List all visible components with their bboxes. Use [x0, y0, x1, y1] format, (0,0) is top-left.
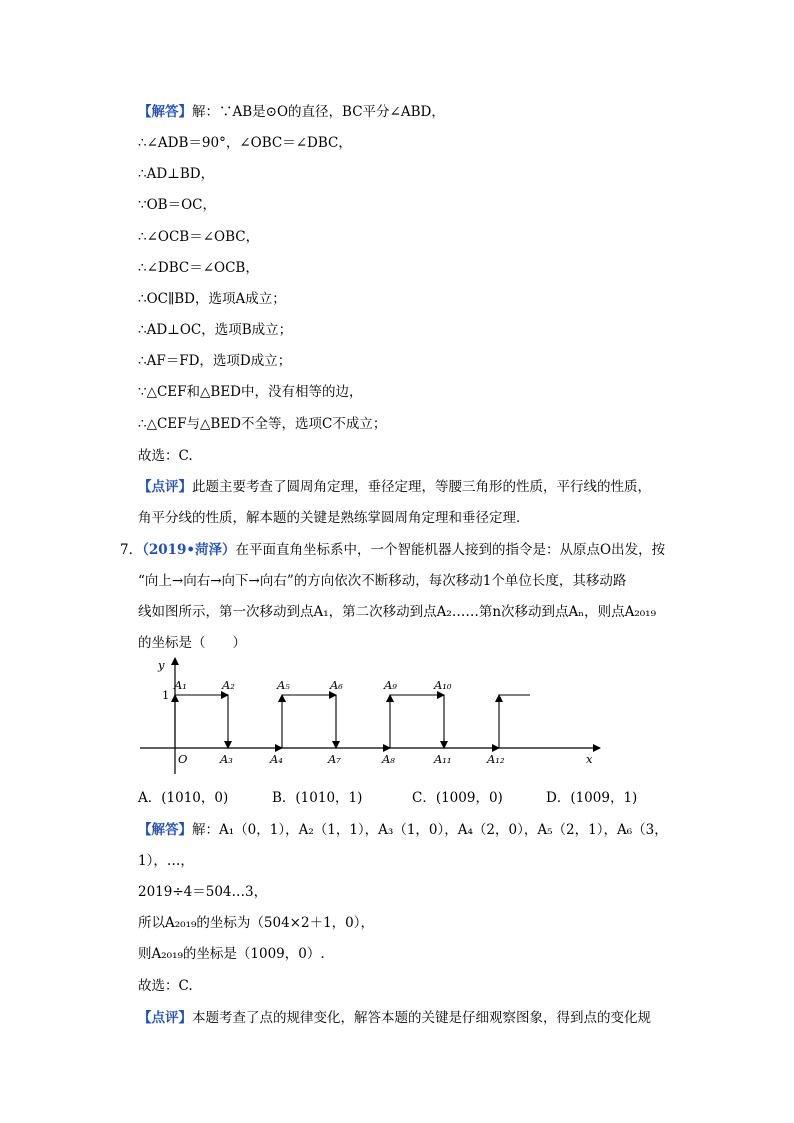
point-label-a10: A₁₀ — [434, 678, 452, 692]
solution-line: 解：A₁（0，1），A₂（1，1），A₃（1，0），A₄（2，0），A₅（2，1），A₆（3， — [192, 822, 668, 838]
question-line: 线如图所示，第一次移动到点A₁，第二次移动到点A₂……第n次移动到点Aₙ，则点A₂₀₁₉ — [138, 604, 657, 620]
y-axis-label: y — [158, 658, 165, 672]
solution-line: 故选：C. — [138, 978, 193, 994]
x-axis-label: x — [586, 752, 593, 766]
solution-line: ∴AD⊥BD， — [138, 166, 215, 182]
solution-line: ∴OC∥BD，选项A成立； — [138, 291, 286, 307]
solution-line: ∴∠OCB＝∠OBC， — [138, 229, 260, 245]
question-text: 在平面直角坐标系中，一个智能机器人接到的指令是：从原点O出发，按 — [235, 542, 666, 558]
solution-line: ∵△CEF和△BED中，没有相等的边， — [138, 384, 363, 400]
question-number: 7． — [120, 542, 143, 558]
point-label-a11: A₁₁ — [434, 752, 452, 766]
question-line: 的坐标是（ ） — [138, 635, 246, 651]
coordinate-path-figure — [138, 652, 608, 777]
point-label-a3: A₃ — [220, 752, 233, 766]
solution-line: 故选：C. — [138, 448, 193, 464]
solution-line: ∴△CEF与△BED不全等，选项C不成立； — [138, 416, 387, 432]
option-d: D．(1009，1) — [546, 790, 638, 806]
question-source: （2019•菏泽） — [142, 542, 236, 558]
solution-line: 所以A₂₀₁₉的坐标为（504×2＋1，0）， — [138, 915, 374, 931]
comment-line — [138, 1008, 651, 1028]
solution-line: ∵OB＝OC， — [138, 197, 216, 213]
option-c: C．(1009，0) — [412, 790, 503, 806]
comment-line — [138, 477, 651, 497]
solution-line: ∴∠DBC＝∠OCB， — [138, 260, 259, 276]
solution-line: ∴AF＝FD，选项D成立； — [138, 353, 292, 369]
solution-header-line — [138, 820, 668, 840]
point-label-a1: A₁ — [174, 678, 187, 692]
point-label-a2: A₂ — [222, 678, 235, 692]
origin-label: O — [178, 752, 188, 766]
solution-tag: 【解答】 — [138, 104, 192, 120]
point-label-a4: A₄ — [270, 752, 283, 766]
comment-tag: 【点评】 — [138, 479, 192, 495]
question-header-line — [120, 540, 665, 560]
solution-line: 解：∵AB是⊙O的直径，BC平分∠ABD， — [192, 104, 445, 120]
point-label-a7: A₇ — [328, 752, 341, 766]
solution-line: 1），…， — [138, 853, 194, 869]
comment-tag: 【点评】 — [138, 1010, 192, 1026]
point-label-a8: A₈ — [382, 752, 395, 766]
solution-line: 则A₂₀₁₉的坐标是（1009，0）. — [138, 946, 325, 962]
option-b: B．(1010，1) — [272, 790, 363, 806]
point-label-a5: A₅ — [277, 678, 290, 692]
solution-line: 2019÷4＝504…3， — [138, 884, 268, 900]
comment-text: 本题考查了点的规律变化，解答本题的关键是仔细观察图象，得到点的变化规 — [192, 1010, 651, 1026]
solution-line: ∴∠ADB＝90°，∠OBC＝∠DBC， — [138, 135, 352, 151]
solution-tag: 【解答】 — [138, 822, 192, 838]
point-label-a6: A₆ — [330, 678, 343, 692]
comment-text: 此题主要考查了圆周角定理，垂径定理，等腰三角形的性质，平行线的性质， — [192, 479, 651, 495]
comment-line: 角平分线的性质，解本题的关键是熟练掌圆周角定理和垂径定理． — [138, 510, 530, 526]
solution-header-line — [138, 102, 445, 122]
unit-one-label: 1 — [162, 688, 170, 702]
answer-options — [138, 788, 637, 808]
question-line: “向上→向右→向下→向右”的方向依次不断移动，每次移动1个单位长度，其移动路 — [138, 573, 627, 589]
point-label-a9: A₉ — [384, 678, 397, 692]
solution-line: ∴AD⊥OC，选项B成立； — [138, 322, 293, 338]
point-label-a12: A₁₂ — [487, 752, 505, 766]
option-a: A．(1010，0) — [138, 790, 229, 806]
